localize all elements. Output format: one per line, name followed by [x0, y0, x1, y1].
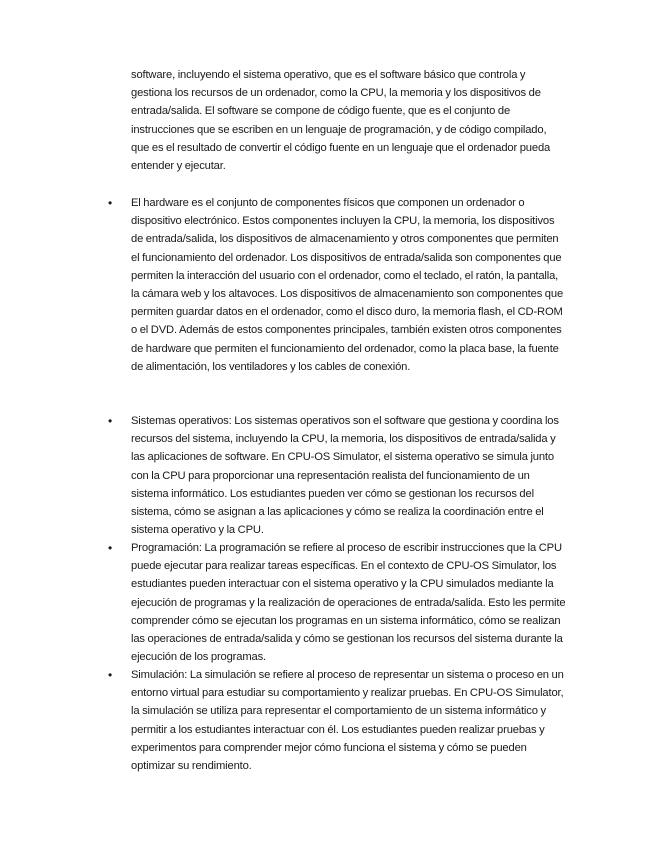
bullet-programacion: Programación: La programación se refiere al proceso de escribir instrucciones que la CPU puede ejecutar para realizar tareas específicas. En el contexto de CPU-OS Simulator, los estudiantes pueden interactuar con el sistema operativo y la CPU simulados mediante la ejecución de programas y la realización de operaciones de entrada/salida. Esto les permite comprender cómo se ejecutan los programas en un sistema informático, cómo se realizan las operaciones de entrada/salida y cómo se gestionan los recursos del sistema durante la ejecución de los programas.	[131, 542, 566, 664]
bullet-sistemas-operativos: Sistemas operativos: Los sistemas operativos son el software que gestiona y coordina los recursos del sistema, incluyendo la CPU, la memoria, los dispositivos de entrada/salida y las aplicaciones de software. En CPU-OS Simulator, el sistema operativo se simula junto con la CPU para proporcionar una representación realista del funcionamiento de un sistema informático. Los estudiantes pueden ver cómo se gestionan los recursos del sistema, cómo se asignan a las aplicaciones y cómo se realiza la coordinación entre el sistema operativo y la CPU.	[131, 415, 559, 537]
continuation-paragraph: software, incluyendo el sistema operativo, que es el software básico que controla y gestiona los recursos de un ordenador, como la CPU, la memoria y los dispositivos de entrada/salida. El software se compone de código fuente, que es el conjunto de instrucciones que se escriben en un lenguaje de programación, y de código compilado, que es el resultado de convertir el código fuente en un lenguaje que el ordenador pueda entender y ejecutar.	[131, 69, 551, 173]
bullet-marker: •	[108, 196, 113, 210]
bullet-hardware: El hardware es el conjunto de componentes físicos que componen un ordenador o dispositivo electrónico. Estos componentes incluyen la CPU, la memoria, los dispositivos de entrada/salida, los dispositivos de almacenamiento y otros componentes que permiten el funcionamiento del ordenador. Los dispositivos de entrada/salida son componentes que permiten la interacción del usuario con el ordenador, como el teclado, el ratón, la pantalla, la cámara web y los altavoces. Los dispositivos de almacenamiento son componentes que permiten guardar datos en el ordenador, como el disco duro, la memoria flash, el CD-ROM o el DVD. Además de estos componentes principales, también existen otros componentes de hardware que permiten el funcionamiento del ordenador, como la placa base, la fuente de alimentación, los ventiladores y los cables de conexión.	[131, 197, 564, 373]
bullet-marker: •	[108, 668, 113, 682]
bullet-simulacion: Simulación: La simulación se refiere al proceso de representar un sistema o proceso en un entorno virtual para estudiar su comportamiento y realizar pruebas. En CPU-OS Simulator, la simulación se utiliza para representar el comportamiento de un sistema informático y permitir a los estudiantes interactuar con él. Los estudiantes pueden realizar pruebas y experimentos para comprender mejor cómo funciona el sistema y cómo se pueden optimizar su rendimiento.	[131, 669, 564, 773]
bullet-marker: •	[108, 541, 113, 555]
bullet-marker: •	[108, 414, 113, 428]
